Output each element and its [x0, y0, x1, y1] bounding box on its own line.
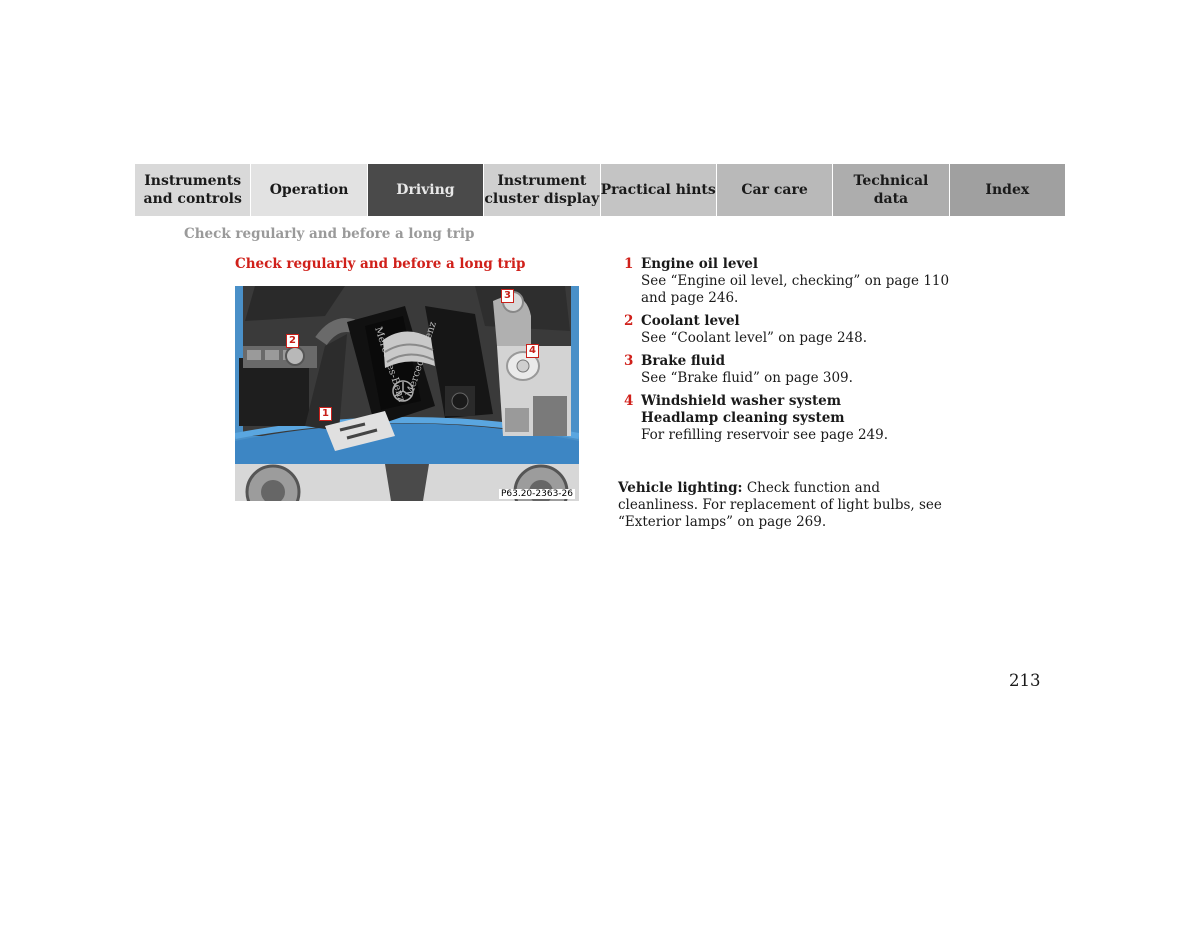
figure-code: P63.20-2363-26 — [500, 489, 573, 499]
legend-item — [624, 313, 964, 347]
legend-number: 2 — [624, 313, 634, 329]
tab-label: Instruments and controls — [143, 173, 242, 207]
legend-item — [624, 393, 964, 444]
legend-text: See “Brake fluid” on page 309. — [641, 370, 853, 386]
callout-4-washer: 4 — [526, 344, 539, 358]
callout-3-brake-fluid: 3 — [501, 289, 514, 303]
tab-index[interactable] — [950, 164, 1065, 216]
legend-text: For refilling reservoir see page 249. — [641, 427, 889, 443]
legend-text: See “Coolant level” on page 248. — [641, 330, 867, 346]
callout-legend — [624, 256, 964, 450]
legend-title: Windshield washer system — [641, 393, 842, 409]
lighting-text: Check function and cleanliness. For replacement of light bulbs, see “Exterior lamps” on page 269. — [618, 480, 942, 530]
tab-driving[interactable] — [368, 164, 484, 216]
tab-label: Operation — [269, 182, 349, 198]
chapter-tabs — [135, 164, 1065, 216]
legend-number: 1 — [624, 256, 634, 272]
page-number: 213 — [1009, 671, 1041, 690]
tab-label: Practical hints — [600, 182, 716, 198]
tab-instrument-cluster-display[interactable] — [484, 164, 600, 216]
vehicle-lighting-paragraph — [618, 480, 964, 531]
tab-technical-data[interactable] — [833, 164, 949, 216]
tab-practical-hints[interactable] — [601, 164, 717, 216]
running-header: Check regularly and before a long trip — [184, 226, 475, 242]
legend-item — [624, 353, 964, 387]
legend-number: 3 — [624, 353, 634, 369]
tab-instruments-and-controls[interactable] — [135, 164, 251, 216]
lighting-label: Vehicle lighting: — [618, 480, 743, 496]
tab-car-care[interactable] — [717, 164, 833, 216]
legend-title: Brake fluid — [641, 353, 726, 369]
legend-title-secondary: Headlamp cleaning system — [641, 410, 845, 426]
engine-drawing — [235, 286, 579, 501]
tab-label: Driving — [396, 182, 455, 198]
legend-number: 4 — [624, 393, 634, 409]
callout-1-engine-oil: 1 — [319, 407, 332, 421]
section-title: Check regularly and before a long trip — [235, 256, 526, 272]
callout-2-coolant: 2 — [286, 334, 299, 348]
tab-label: Car care — [741, 182, 808, 198]
legend-item — [624, 256, 964, 307]
tab-label: Technical data — [853, 173, 929, 207]
tab-label: Index — [985, 182, 1030, 198]
legend-title: Coolant level — [641, 313, 740, 329]
tab-operation[interactable] — [251, 164, 367, 216]
legend-text: See “Engine oil level, checking” on page 110 and page 246. — [641, 273, 950, 306]
legend-title: Engine oil level — [641, 256, 759, 272]
tab-label: Instrument cluster display — [484, 173, 600, 207]
engine-compartment-illustration — [235, 286, 579, 501]
